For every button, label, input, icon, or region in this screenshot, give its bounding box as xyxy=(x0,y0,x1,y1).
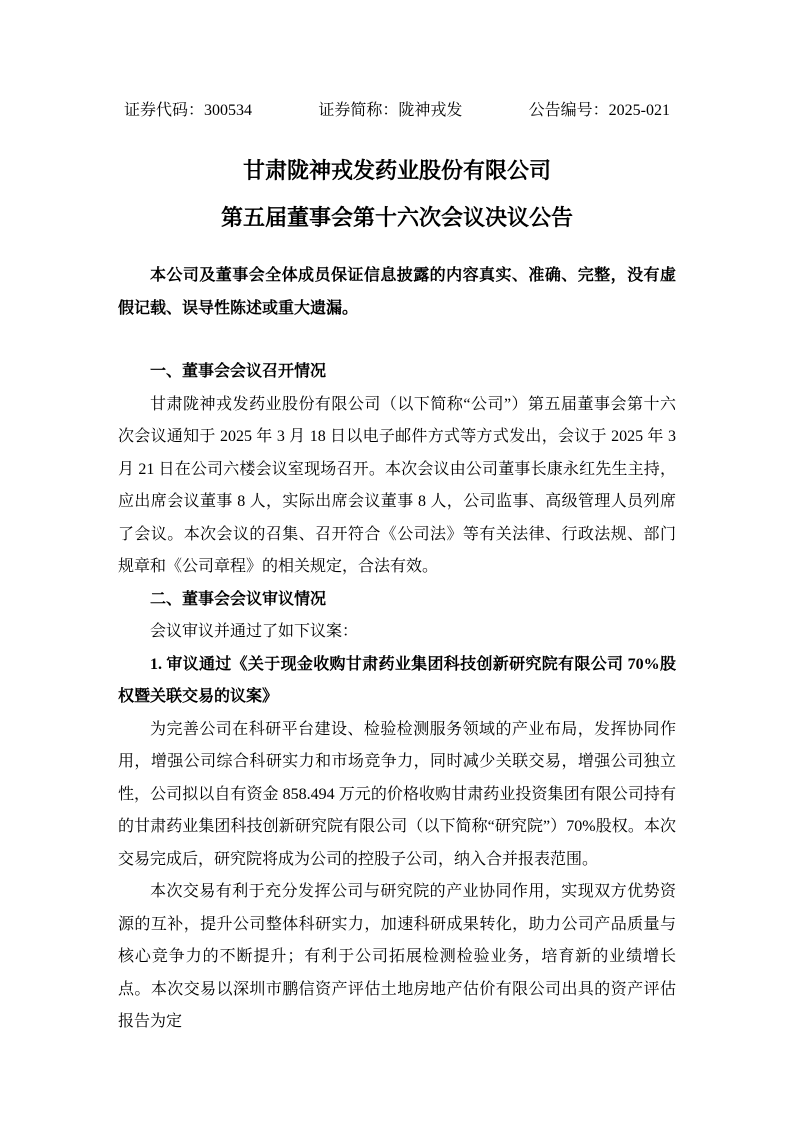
proposal-1-paragraph-2: 本次交易有利于充分发挥公司与研究院的产业协同作用，实现双方优势资源的互补，提升公司整体科研实力，加速科研成果转化，助力公司产品质量与核心竞争力的不断提升；有利于公司拓展检测检验业务，培育新的业绩增长点。本次交易以深圳市鹏信资产评估土地房地产估价有限公司出具的资产评估报告为定 xyxy=(118,883,676,1030)
announcement-title: 第五届董事会第十六次会议决议公告 xyxy=(220,205,573,230)
section-1-heading: 一、董事会会议召开情况 xyxy=(150,363,327,380)
section-2-intro: 会议审议并通过了如下议案： xyxy=(150,623,359,640)
document-body xyxy=(118,356,676,1039)
announcement-number: 公告编号：2025-021 xyxy=(528,102,670,119)
document-header xyxy=(118,102,676,120)
section-2-heading: 二、董事会会议审议情况 xyxy=(150,590,327,608)
proposal-1-paragraph-1: 为完善公司在科研平台建设、检验检测服务领域的产业布局，发挥协同作用，增强公司综合科研实力和市场竞争力，同时减少关联交易，增强公司独立性，公司拟以自有资金 858.494 万元的价格收购甘肃药业投资集团有限公司持有的甘肃药业集团科技创新研究院有限公司（以下简称“研究院”）70%股权。本次交易完成后，研究院将成为公司的控股子公司，纳入合并报表范围。 xyxy=(118,720,676,868)
section-1-paragraph: 甘肃陇神戎发药业股份有限公司（以下简称“公司”）第五届董事会第十六次会议通知于 2025 年 3 月 18 日以电子邮件方式等方式发出，会议于 2025 年 3 月 21 日在公司六楼会议室现场召开。本次会议由公司董事长康永红先生主持，应出席会议董事 8 人，实际出席会议董事 8 人，公司监事、高级管理人员列席了会议。本次会议的召集、召开符合《公司法》等有关法律、行政法规、部门规章和《公司章程》的相关规定，合法有效。 xyxy=(118,395,676,575)
proposal-1-title: 1. 审议通过《关于现金收购甘肃药业集团科技创新研究院有限公司 70%股权暨关联交易的议案》 xyxy=(118,655,676,705)
disclaimer-statement: 本公司及董事会全体成员保证信息披露的内容真实、准确、完整，没有虚假记载、误导性陈述或重大遗漏。 xyxy=(118,267,676,317)
stock-code: 证券代码：300534 xyxy=(124,102,253,119)
stock-abbreviation: 证券简称：陇神戎发 xyxy=(318,102,463,119)
company-name-title: 甘肃陇神戎发药业股份有限公司 xyxy=(242,158,551,183)
document-content xyxy=(118,0,676,1039)
